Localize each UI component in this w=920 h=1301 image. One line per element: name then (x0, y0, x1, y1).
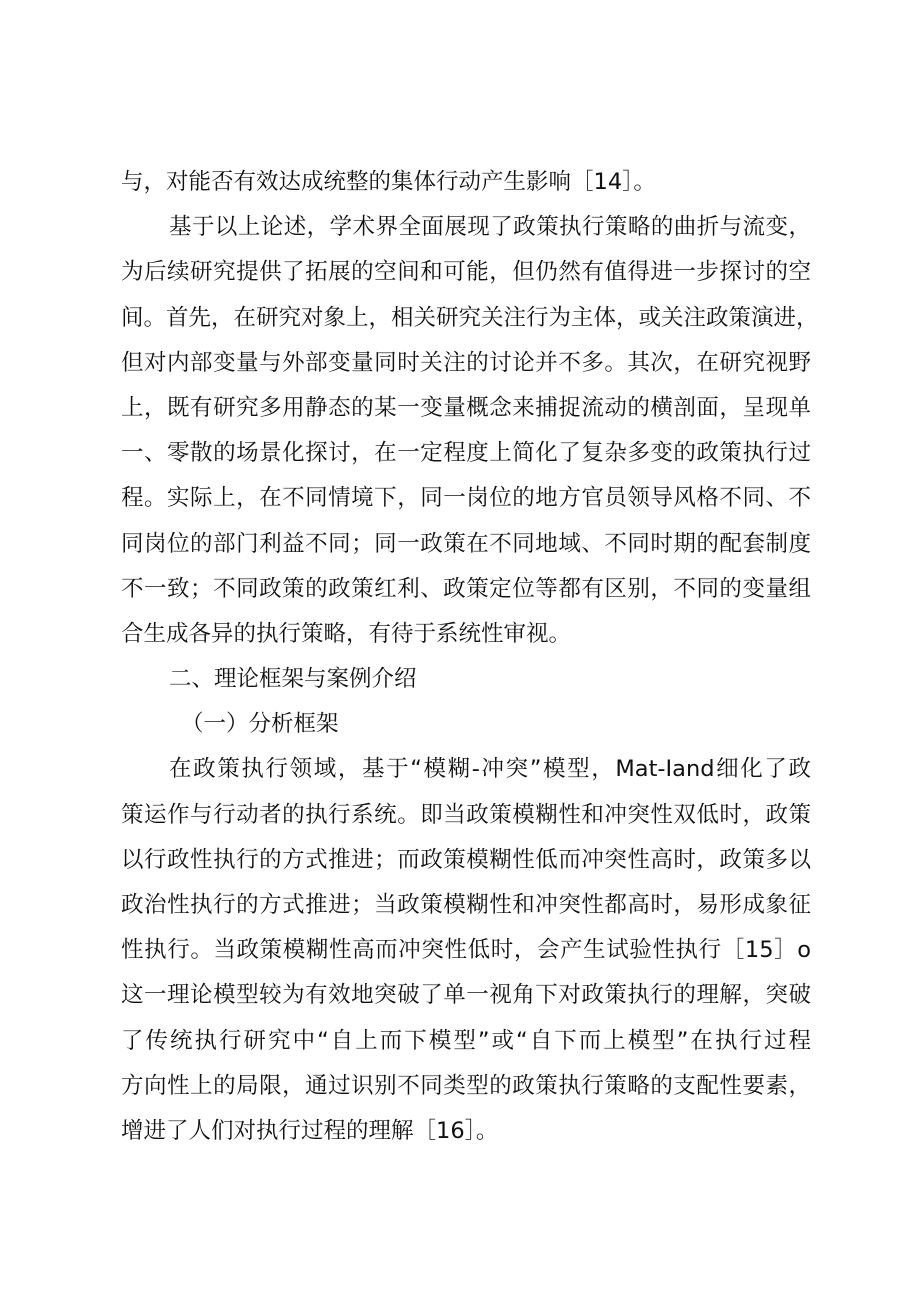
text-line: 不一致；不同政策的政策红利、政策定位等都有区别，不同的变量组 (121, 575, 811, 602)
text-line: 政治性执行的方式推进；当政策模糊性和冲突性都高时，易形成象征 (121, 892, 811, 918)
paragraph-analysis-framework (121, 747, 811, 1154)
text-line: 一、零散的场景化探讨，在一定程度上简化了复杂多变的政策执行过 (121, 440, 811, 467)
text-line: 性执行。当政策模糊性高而冲突性低时，会产生试验性执行［15］o (121, 937, 811, 964)
text-line: 同岗位的部门利益不同；同一政策在不同地域、不同时期的配套制度 (121, 530, 811, 557)
paragraph-continuation (121, 160, 811, 205)
text-line: 了传统执行研究中“自上而下模型”或“自下而上模型”在执行过程 (121, 1027, 811, 1054)
text-line: 合生成各异的执行策略，有待于系统性审视。 (121, 620, 572, 647)
document-body (121, 160, 819, 1154)
text-line: 以行政性执行的方式推进；而政策模糊性低而冲突性高时，政策多以 (121, 846, 811, 873)
paragraph-research-gaps (121, 205, 819, 657)
text-line: 与，对能否有效达成统整的集体行动产生影响［14］。 (121, 169, 656, 195)
section-heading: 二、理论框架与案例介绍 (169, 666, 417, 693)
text-line: 策运作与行动者的执行系统。即当政策模糊性和冲突性双低时，政策 (121, 801, 811, 828)
text-line: 但对内部变量与外部变量同时关注的讨论并不多。其次，在研究视野 (121, 349, 811, 376)
text-line: 方向性上的局限，通过识别不同类型的政策执行策略的支配性要素， (121, 1072, 811, 1099)
text-line: 基于以上论述，学术界全面展现了政策执行策略的曲折与流变， (169, 214, 811, 241)
subsection-heading: （一）分析框架 (181, 711, 339, 738)
text-line: 上，既有研究多用静态的某一变量概念来捕捉流动的横剖面，呈现单 (121, 394, 811, 421)
text-line: 增进了人们对执行过程的理解［16］。 (121, 1117, 499, 1144)
text-line: 这一理论模型较为有效地突破了单一视角下对政策执行的理解，突破 (121, 982, 811, 1009)
text-line: 间。首先，在研究对象上，相关研究关注行为主体，或关注政策演进， (121, 304, 819, 331)
text-line: 为后续研究提供了拓展的空间和可能，但仍然有值得进一步探讨的空 (121, 259, 811, 286)
text-line: 在政策执行领域，基于“模糊-冲突”模型，Mat-Iand细化了政 (169, 756, 811, 783)
text-line: 程。实际上，在不同情境下，同一岗位的地方官员领导风格不同、不 (121, 485, 811, 512)
